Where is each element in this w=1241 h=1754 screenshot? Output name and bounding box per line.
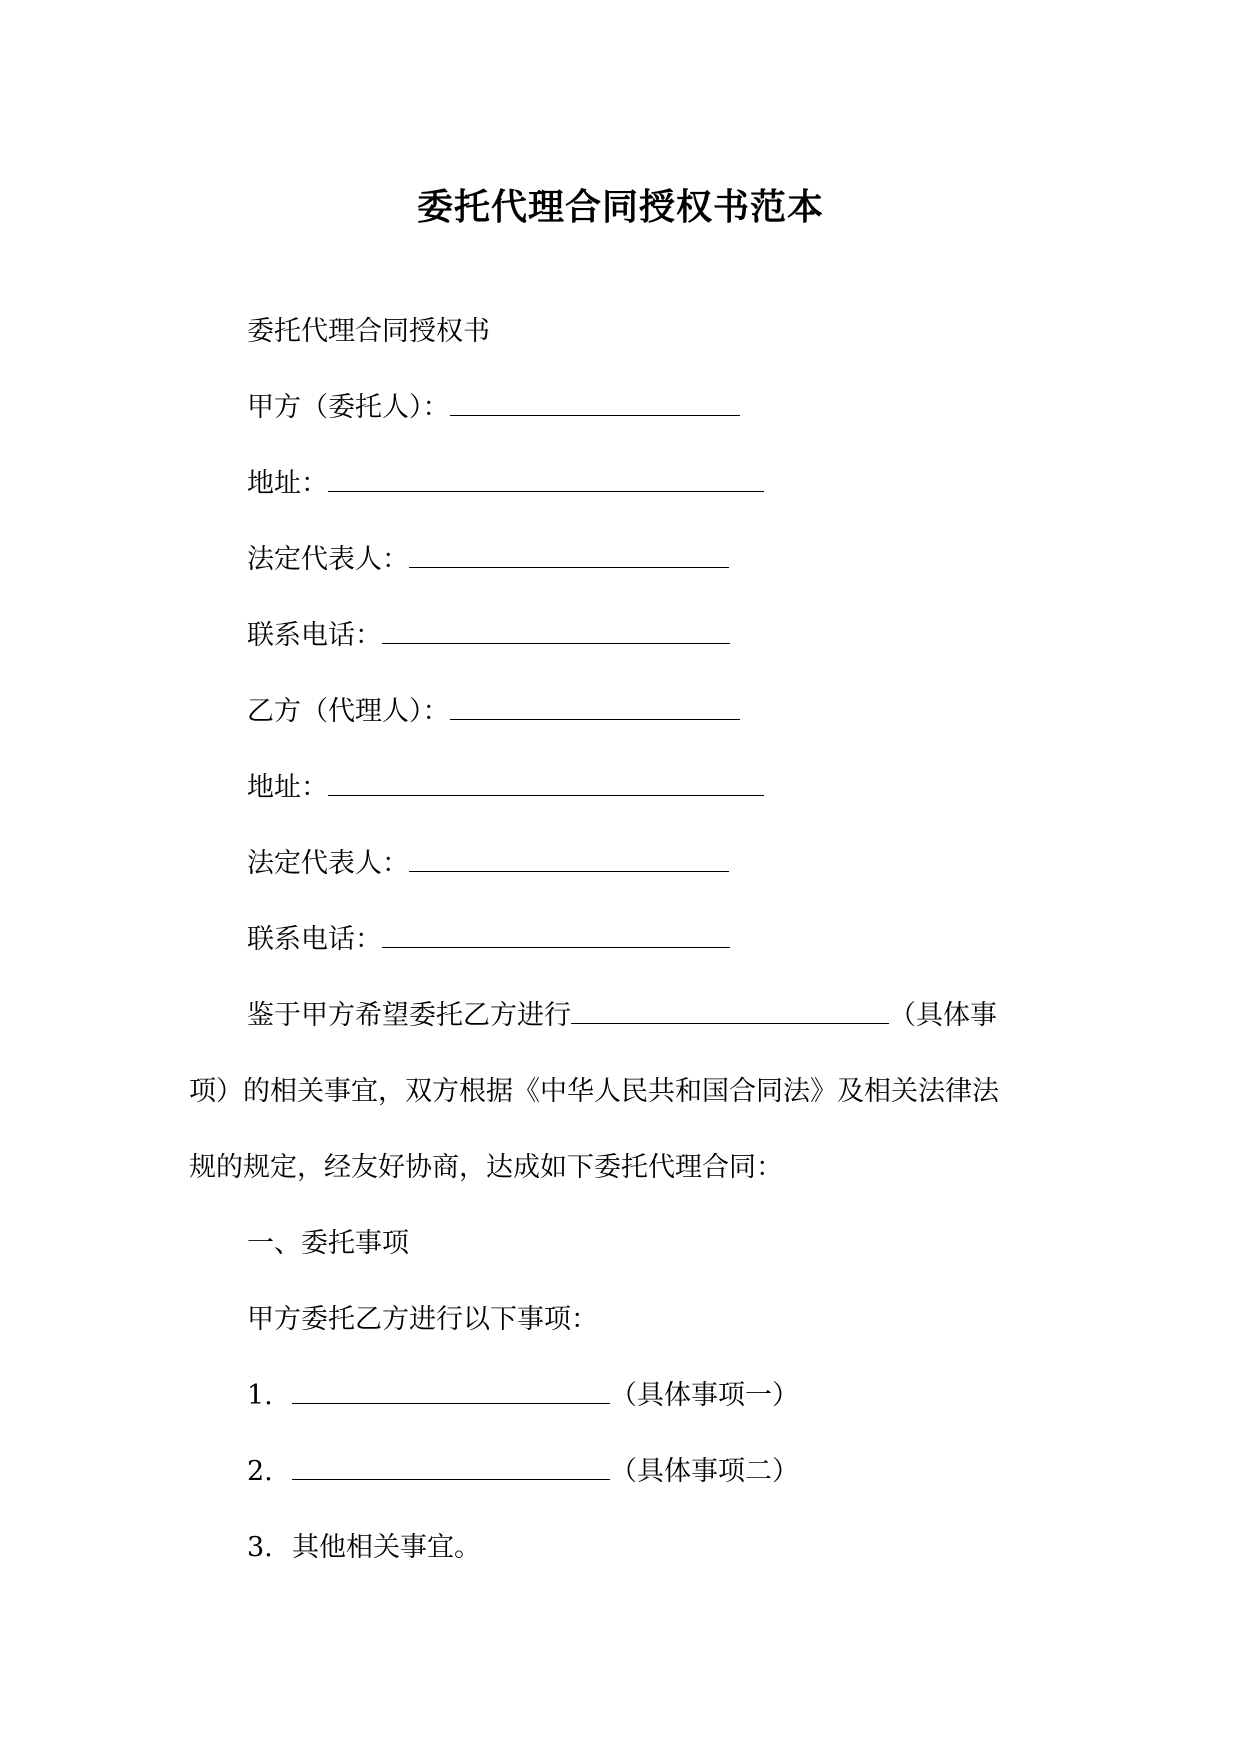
recital-text-2: （具体事 [889, 1000, 997, 1031]
list-item-blank [292, 1453, 610, 1480]
phone-b-field [247, 920, 730, 960]
list-item-text: 其他相关事宜。 [292, 1532, 481, 1563]
phone-b-label: 联系电话： [247, 924, 382, 955]
rep-a-label: 法定代表人： [247, 544, 409, 575]
list-item-blank [292, 1377, 610, 1404]
recital-blank [571, 997, 889, 1024]
address-b-field [247, 768, 764, 808]
rep-a-field [247, 540, 729, 580]
phone-a-label: 联系电话： [247, 620, 382, 651]
list-item-number: 1. [247, 1380, 273, 1411]
recital-line-1 [247, 996, 997, 1036]
list-item-suffix: （具体事项一） [610, 1380, 799, 1411]
address-a-blank [328, 465, 764, 492]
rep-b-blank [409, 845, 729, 872]
list-item-number: 3. [247, 1532, 273, 1563]
party-a-label: 甲方（委托人）： [247, 392, 450, 423]
phone-b-blank [382, 921, 730, 948]
address-b-label: 地址： [247, 772, 328, 803]
list-item [247, 1528, 481, 1568]
address-a-field [247, 464, 764, 504]
address-b-blank [328, 769, 764, 796]
address-a-label: 地址： [247, 468, 328, 499]
rep-b-label: 法定代表人： [247, 848, 409, 879]
document-title: 委托代理合同授权书范本 [416, 186, 824, 228]
section-1-heading: 一、委托事项 [247, 1228, 409, 1259]
list-item-suffix: （具体事项二） [610, 1456, 799, 1487]
party-b-field [247, 692, 740, 732]
recital-line-3: 规的规定，经友好协商，达成如下委托代理合同： [189, 1152, 783, 1183]
phone-a-field [247, 616, 730, 656]
phone-a-blank [382, 617, 730, 644]
document-subtitle: 委托代理合同授权书 [247, 316, 490, 347]
list-item [247, 1452, 799, 1492]
section-1-intro: 甲方委托乙方进行以下事项： [247, 1304, 598, 1335]
list-item-number: 2. [247, 1456, 273, 1487]
rep-a-blank [409, 541, 729, 568]
party-a-blank [450, 389, 740, 416]
party-b-label: 乙方（代理人）： [247, 696, 450, 727]
recital-line-2: 项）的相关事宜，双方根据《中华人民共和国合同法》及相关法律法 [189, 1076, 999, 1107]
party-b-blank [450, 693, 740, 720]
rep-b-field [247, 844, 729, 884]
recital-text-1: 鉴于甲方希望委托乙方进行 [247, 1000, 571, 1031]
list-item [247, 1376, 799, 1416]
party-a-field [247, 388, 740, 428]
